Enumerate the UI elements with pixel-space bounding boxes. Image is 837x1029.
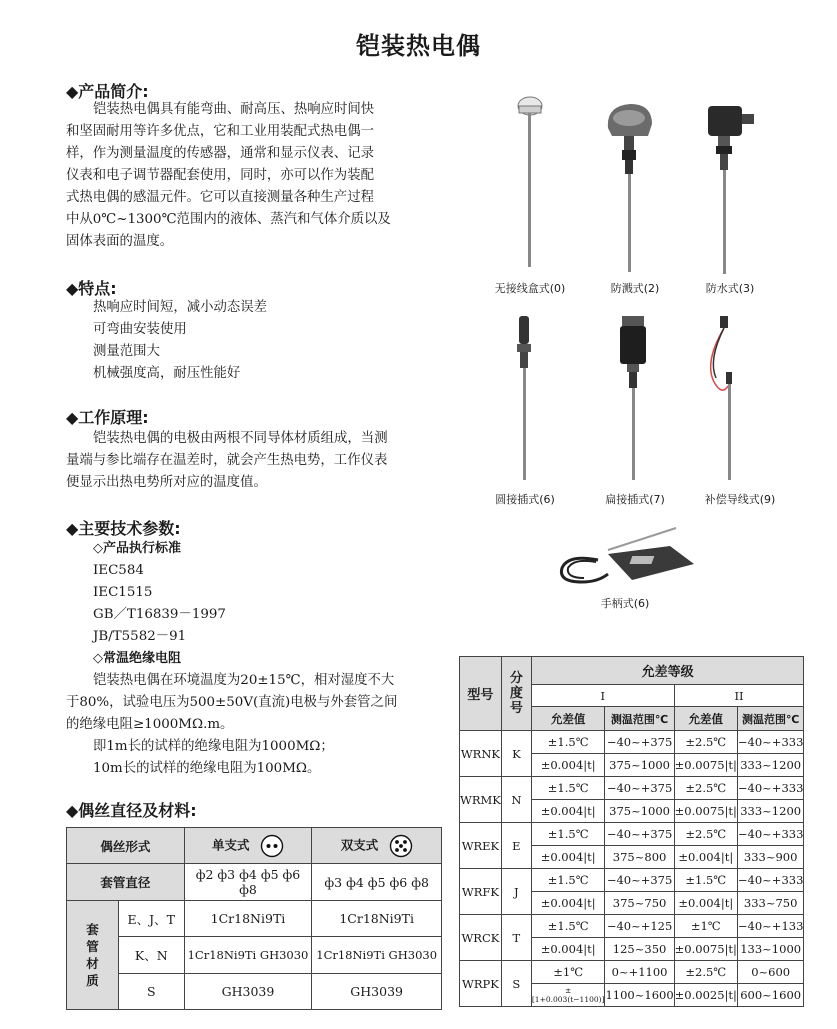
grade-cell: S [501,961,531,1007]
tol-value-cell: ±0.0075|t| [674,938,737,961]
standard-item: IEC584 [93,563,144,578]
feature-item: 测量范围大 [93,344,160,359]
single-core-icon [260,834,284,858]
principle-line: 便显示出热电势所对应的温度值。 [66,475,267,490]
tol-value-cell: ±0.004|t| [531,846,605,869]
insulation-line: 的绝缘电阻≥1000MΩ.m。 [66,717,234,732]
material-label: 套管材质 [67,901,119,1010]
intro-line: 固体表面的温度。 [66,234,174,249]
product-photo-splashproof [600,98,670,276]
product-photo-waterproof [702,100,762,276]
feature-item: 热响应时间短，减小动态误差 [93,300,268,315]
table-row [460,869,804,892]
material-type: S [118,974,184,1010]
double-header [312,828,442,864]
grade-cell: N [501,777,531,823]
caption-flat-plug: 扁接插式(7) [605,493,665,506]
standard-item: GB／T16839－1997 [93,607,226,622]
standard-item: JB/T5582－91 [93,629,187,644]
tol-value-cell: ±1℃ [674,915,737,938]
tol-value-cell: ±0.0025|t| [674,984,737,1007]
material-type: K、N [118,937,184,974]
caption-round-plug: 圆接插式(6) [495,493,555,506]
tolerance-header: 允差等级 [531,657,804,685]
wire-heading: ◆偶丝直径及材料: [66,801,197,820]
single-header-label: 单支式 [212,837,250,852]
insulation-line: 10m长的试样的绝缘电阻为100MΩ。 [93,761,321,776]
feature-item: 机械强度高，耐压性能好 [93,366,241,381]
range-cell: 375~800 [605,846,674,869]
model-cell: WREK [460,823,502,869]
range-cell: −40~+375 [605,823,674,846]
tol-value-cell: ±1.5℃ [531,777,605,800]
model-cell: WRPK [460,961,502,1007]
product-photo-round-plug [505,312,545,482]
range-cell: 0~600 [737,961,804,984]
tol-value-cell: ±0.004|t| [531,800,605,823]
insulation-line: 铠装热电偶在环境温度为20±15℃，相对湿度不大 [93,673,395,688]
wire-form-header: 偶丝形式 [67,828,185,864]
class-two-header: II [674,685,804,707]
tol-value-cell: ±0.004|t| [531,938,605,961]
grade-cell: K [501,731,531,777]
range-header: 测温范围℃ [737,707,804,731]
double-core-icon [389,834,413,858]
tol-value-cell: ±1.5℃ [531,731,605,754]
wire-material-table [66,827,442,1010]
range-cell: −40~+333 [737,823,804,846]
params-text [66,538,397,780]
tol-value-cell: ±2.5℃ [674,961,737,984]
insulation-subheading: ◇常温绝缘电阻 [93,651,181,666]
range-cell: 125~350 [605,938,674,961]
diameter-double: ф3 ф4 ф5 ф6 ф8 [312,864,442,901]
feature-item: 可弯曲安装使用 [93,322,187,337]
range-header: 测温范围℃ [605,707,674,731]
tol-value-cell: ±1.5℃ [531,915,605,938]
tol-value-cell: ±0.004|t| [531,754,605,777]
principle-line: 铠装热电偶的电极由两根不同导体材质组成，当测 [93,431,388,446]
range-cell: 333~1200 [737,800,804,823]
intro-text [66,99,446,253]
range-cell: −40~+375 [605,869,674,892]
standards-subheading: ◇产品执行标准 [93,541,181,556]
tol-value-cell: ±2.5℃ [674,777,737,800]
material-double: 1Cr18Ni9Ti [312,901,442,937]
material-single: 1Cr18Ni9Ti [184,901,312,937]
product-photo-compensation-wire [700,312,760,482]
standard-item: IEC1515 [93,585,153,600]
double-header-label: 双支式 [340,837,379,852]
tol-value-cell: ±0.0075|t| [674,754,737,777]
tol-value-cell: ±[1+0.003(t−1100)] [531,984,605,1007]
product-photo-flat-plug [612,312,656,482]
range-cell: 333~900 [737,846,804,869]
diameter-single: ф2 ф3 ф4 ф5 ф6 ф8 [184,864,312,901]
grade-cell: E [501,823,531,869]
product-photo-no-junction-box [495,92,575,272]
intro-line: 仪表和电子调节器配套使用，同时，亦可以作为装配 [66,168,374,183]
tol-value-cell: ±1℃ [531,961,605,984]
range-cell: −40~+333 [737,731,804,754]
class-one-header: I [531,685,674,707]
tol-value-cell: ±1.5℃ [531,823,605,846]
caption-handheld: 手柄式(6) [600,597,650,610]
tol-value-cell: ±0.004|t| [531,892,605,915]
tol-value-header: 允差值 [674,707,737,731]
page-title: 铠装热电偶 [356,32,481,60]
tol-value-cell: ±0.0075|t| [674,800,737,823]
range-cell: −40~+333 [737,777,804,800]
material-double: 1Cr18Ni9Ti GH3030 [312,937,442,974]
grade-header: 分度号 [501,657,531,731]
single-header [184,828,312,864]
range-cell: −40~+133 [737,915,804,938]
tol-value-cell: ±2.5℃ [674,823,737,846]
range-cell: −40~+333 [737,869,804,892]
range-cell: 1100~1600 [605,984,674,1007]
range-cell: −40~+125 [605,915,674,938]
tol-value-cell: ±0.004|t| [674,846,737,869]
tol-value-cell: ±1.5℃ [531,869,605,892]
range-cell: 375~1000 [605,800,674,823]
tol-value-cell: ±0.004|t| [674,892,737,915]
intro-line: 样，作为测量温度的传感器，通常和显示仪表、记录 [66,146,374,161]
range-cell: 333~1200 [737,754,804,777]
tol-value-cell: ±1.5℃ [674,869,737,892]
material-type: E、J、T [118,901,184,937]
caption-waterproof: 防水式(3) [705,282,755,295]
product-photo-handheld [548,524,698,594]
tol-value-header: 允差值 [531,707,605,731]
grade-cell: T [501,915,531,961]
intro-line: 铠装热电偶具有能弯曲、耐高压、热响应时间快 [93,102,375,117]
material-single: 1Cr18Ni9Ti GH3030 [184,937,312,974]
features-heading: ◆特点: [66,279,117,298]
tol-value-cell: ±2.5℃ [674,731,737,754]
diameter-header: 套管直径 [67,864,185,901]
table-row [460,961,804,984]
range-cell: 600~1600 [737,984,804,1007]
table-row [460,915,804,938]
principle-heading: ◆工作原理: [66,408,149,427]
range-cell: 375~1000 [605,754,674,777]
grade-cell: J [501,869,531,915]
model-cell: WRFK [460,869,502,915]
table-row [460,777,804,800]
range-cell: 375~750 [605,892,674,915]
caption-no-junction-box: 无接线盒式(0) [494,282,566,295]
features-list [93,297,267,385]
intro-line: 和坚固耐用等许多优点，它和工业用装配式热电偶一 [66,124,374,139]
table-row [460,731,804,754]
range-cell: 333~750 [737,892,804,915]
params-heading: ◆主要技术参数: [66,519,181,538]
model-cell: WRMK [460,777,502,823]
intro-heading: ◆产品简介: [66,82,149,101]
caption-compensation-wire: 补偿导线式(9) [704,493,776,506]
principle-text [66,428,388,494]
intro-line: 式热电偶的感温元件。它可以直接测量各种生产过程 [66,190,374,205]
material-double: GH3039 [312,974,442,1010]
principle-line: 量端与参比端存在温差时，就会产生热电势，工作仪表 [66,453,388,468]
table-row [460,823,804,846]
material-single: GH3039 [184,974,312,1010]
model-header: 型号 [460,657,502,731]
range-cell: −40~+375 [605,777,674,800]
caption-splashproof: 防溅式(2) [610,282,660,295]
tolerance-table [459,656,804,1007]
range-cell: 133~1000 [737,938,804,961]
intro-line: 中从0℃~1300℃范围内的液体、蒸汽和气体介质以及 [66,212,391,227]
insulation-line: 即1m长的试样的绝缘电阻为1000MΩ； [93,739,334,754]
model-cell: WRNK [460,731,502,777]
range-cell: 0~+1100 [605,961,674,984]
insulation-line: 于80%，试验电压为500±50V(直流)电极与外套管之间 [66,695,398,710]
model-cell: WRCK [460,915,502,961]
range-cell: −40~+375 [605,731,674,754]
